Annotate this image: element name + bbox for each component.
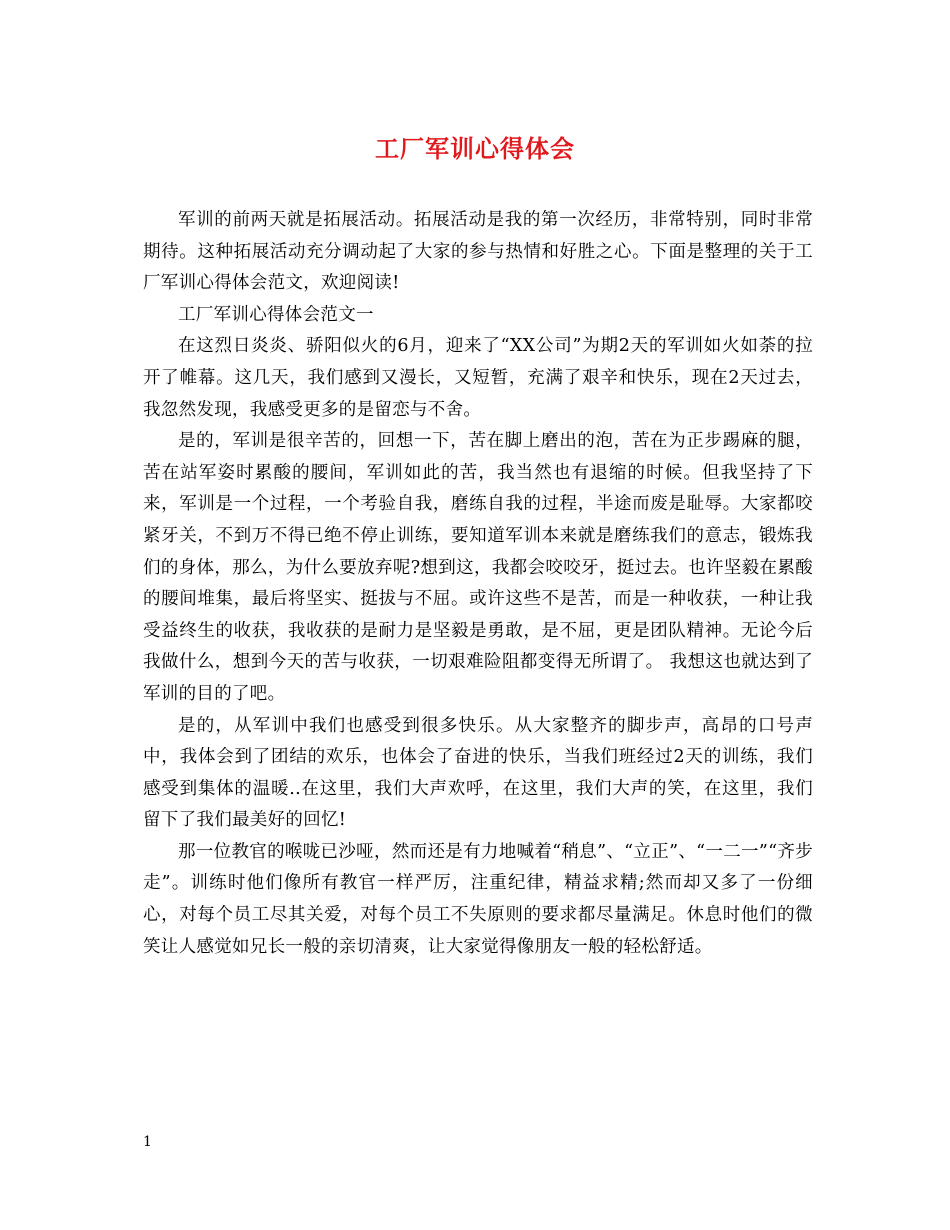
document-body bbox=[143, 205, 813, 963]
intro-paragraph: 军训的前两天就是拓展活动。拓展活动是我的第一次经历，非常特别，同时非常期待。这种拓展活动充分调动起了大家的参与热情和好胜之心。下面是整理的关于工厂军训心得体会范文，欢迎阅读! bbox=[143, 210, 813, 294]
body-paragraph-2: 是的，军训是很辛苦的，回想一下，苦在脚上磨出的泡，苦在为正步踢麻的腿，苦在站军姿时累酸的腰间，军训如此的苦，我当然也有退缩的时候。但我坚持了下来，军训是一个过程，一个考验自我，磨练自我的过程，半途而废是耻辱。大家都咬紧牙关，不到万不得已绝不停止训练，要知道军训本来就是磨练我们的意志，锻炼我们的身体，那么，为什么要放弃呢?想到这，我都会咬咬牙，挺过去。也许坚毅在累酸的腰间堆集，最后将坚实、挺拔与不屈。或许这些不是苦，而是一种收获，一种让我受益终生的收获，我收获的是耐力是坚毅是勇敢，是不屈，更是团队精神。无论今后我做什么，想到今天的苦与收获，一切艰难险阻都变得无所谓了。 我想这也就达到了军训的目的了吧。 bbox=[143, 431, 813, 704]
body-paragraph-4: 那一位教官的喉咙已沙哑，然而还是有力地喊着“稍息”、“立正”、“一二一”“齐步走”。训练时他们像所有教官一样严厉，注重纪律，精益求精;然而却又多了一份细心，对每个员工尽其关爱，对每个员工不失原则的要求都尽量满足。休息时他们的微笑让人感觉如兄长一般的亲切清爽，让大家觉得像朋友一般的轻松舒适。 bbox=[143, 841, 813, 957]
section-heading: 工厂军训心得体会范文一 bbox=[178, 304, 374, 325]
body-paragraph-3: 是的，从军训中我们也感受到很多快乐。从大家整齐的脚步声，高昂的口号声中，我体会到了团结的欢乐，也体会了奋进的快乐，当我们班经过2天的训练，我们感受到集体的温暖..在这里，我们大声欢呼，在这里，我们大声的笑，在这里，我们留下了我们最美好的回忆! bbox=[143, 715, 813, 831]
document-title: 工厂军训心得体会 bbox=[375, 135, 575, 163]
page-number: 1 bbox=[143, 1134, 152, 1150]
body-paragraph-1: 在这烈日炎炎、骄阳似火的6月，迎来了“XX公司”为期2天的军训如火如荼的拉开了帷幕。这几天，我们感到又漫长，又短暂，充满了艰辛和快乐，现在2天过去，我忽然发现，我感受更多的是留恋与不舍。 bbox=[143, 336, 813, 420]
